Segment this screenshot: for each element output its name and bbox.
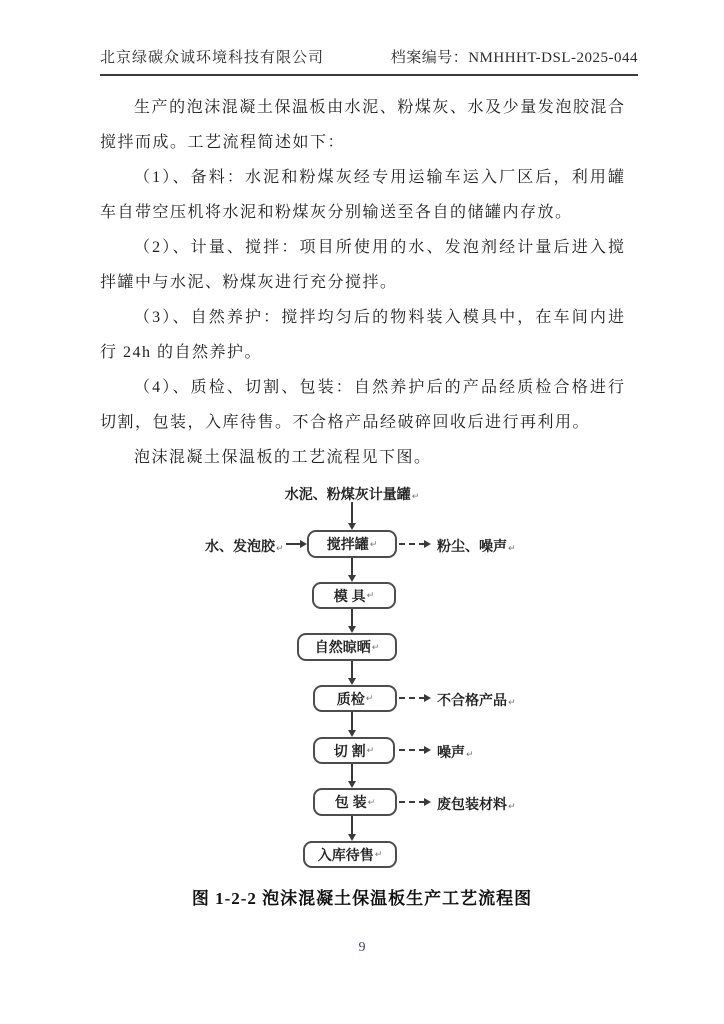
text-line: （4）、质检、切割、包装：自然养护后的产品经质检合格进行 <box>134 379 624 396</box>
flow-box-natural-drying: 自然晾晒 ↵ <box>297 633 397 661</box>
flow-emission-rejects: 不合格产品↵ <box>437 692 516 708</box>
flow-emission-waste-packaging: 废包装材料↵ <box>437 796 516 812</box>
text-line: 搅拌而成。工艺流程简述如下： <box>100 134 346 151</box>
paragraph-mark: ↵ <box>366 745 375 755</box>
paragraph <box>100 90 624 160</box>
dashed-arrow-right-icon <box>399 694 431 702</box>
flow-emission-dust-noise: 粉尘、噪声↵ <box>437 538 516 554</box>
paragraph <box>100 370 624 440</box>
arrow-down-icon <box>348 609 356 633</box>
paragraph-mark: ↵ <box>508 697 516 707</box>
body-text <box>100 90 624 475</box>
paragraph-mark: ↵ <box>508 543 516 553</box>
text-line: （3）、自然养护：搅拌均匀后的物料装入模具中，在车间内进 <box>134 309 624 326</box>
text-line: 拌罐中与水泥、粉煤灰进行充分搅拌。 <box>100 274 398 291</box>
text-line: 行 24h 的自然养护。 <box>100 344 263 361</box>
dashed-arrow-right-icon <box>399 746 431 754</box>
flow-box-packing: 包 装 ↵ <box>313 788 397 816</box>
paragraph-mark: ↵ <box>466 749 474 759</box>
paragraph <box>100 230 624 300</box>
flow-input-water-foam: 水、发泡胶↵ <box>205 538 284 554</box>
arrow-right-icon <box>286 540 307 548</box>
paragraph-mark: ↵ <box>374 849 383 859</box>
flow-box-cutting: 切 割 ↵ <box>313 737 395 764</box>
flow-box-storage-for-sale: 入库待售 ↵ <box>303 841 397 868</box>
page-header <box>100 46 638 76</box>
text-line: 车自带空压机将水泥和粉煤灰分别输送至各自的储罐内存放。 <box>100 204 573 221</box>
flow-node-metering-tank: 水泥、粉煤灰计量罐↵ <box>284 486 420 502</box>
paragraph-mark: ↵ <box>369 538 378 549</box>
paragraph <box>100 300 624 370</box>
flow-box-mould: 模 具 ↵ <box>312 582 396 609</box>
archive-number: 档案编号：NMHHHT-DSL-2025-044 <box>390 50 638 66</box>
arrow-down-icon <box>348 502 356 530</box>
flow-box-quality-check: 质检 ↵ <box>313 685 397 712</box>
paragraph-mark: ↵ <box>508 801 516 811</box>
paragraph-mark: ↵ <box>276 543 284 553</box>
paragraph <box>100 160 624 230</box>
company-name: 北京绿碳众诚环境科技有限公司 <box>100 50 325 66</box>
paragraph <box>100 440 624 475</box>
flow-box-mixing-tank: 搅拌罐 ↵ <box>307 530 397 558</box>
arrow-down-icon <box>348 764 356 788</box>
text-line: 切割，包装，入库待售。不合格产品经破碎回收后进行再利用。 <box>100 414 591 431</box>
text-line: （1）、备料：水泥和粉煤灰经专用运输车运入厂区后，利用罐 <box>134 169 624 186</box>
arrow-down-icon <box>348 712 356 737</box>
paragraph-mark: ↵ <box>365 693 374 703</box>
figure-caption: 图 1-2-2 泡沫混凝土保温板生产工艺流程图 <box>191 889 533 908</box>
text-line: 生产的泡沫混凝土保温板由水泥、粉煤灰、水及少量发泡胶混合 <box>134 99 624 116</box>
page-number: 9 <box>358 940 366 955</box>
paragraph-mark: ↵ <box>411 491 420 501</box>
paragraph-mark: ↵ <box>371 641 380 652</box>
arrow-down-icon <box>348 558 356 582</box>
paragraph-mark: ↵ <box>366 590 375 600</box>
paragraph-mark: ↵ <box>367 796 376 807</box>
arrow-down-icon <box>348 816 356 841</box>
dashed-arrow-right-icon <box>399 540 431 548</box>
arrow-down-icon <box>348 661 356 685</box>
text-line: 泡沫混凝土保温板的工艺流程见下图。 <box>134 449 432 466</box>
flow-emission-noise: 噪声↵ <box>437 744 474 760</box>
dashed-arrow-right-icon <box>399 798 431 806</box>
text-line: （2）、计量、搅拌：项目所使用的水、发泡剂经计量后进入搅 <box>134 239 624 256</box>
